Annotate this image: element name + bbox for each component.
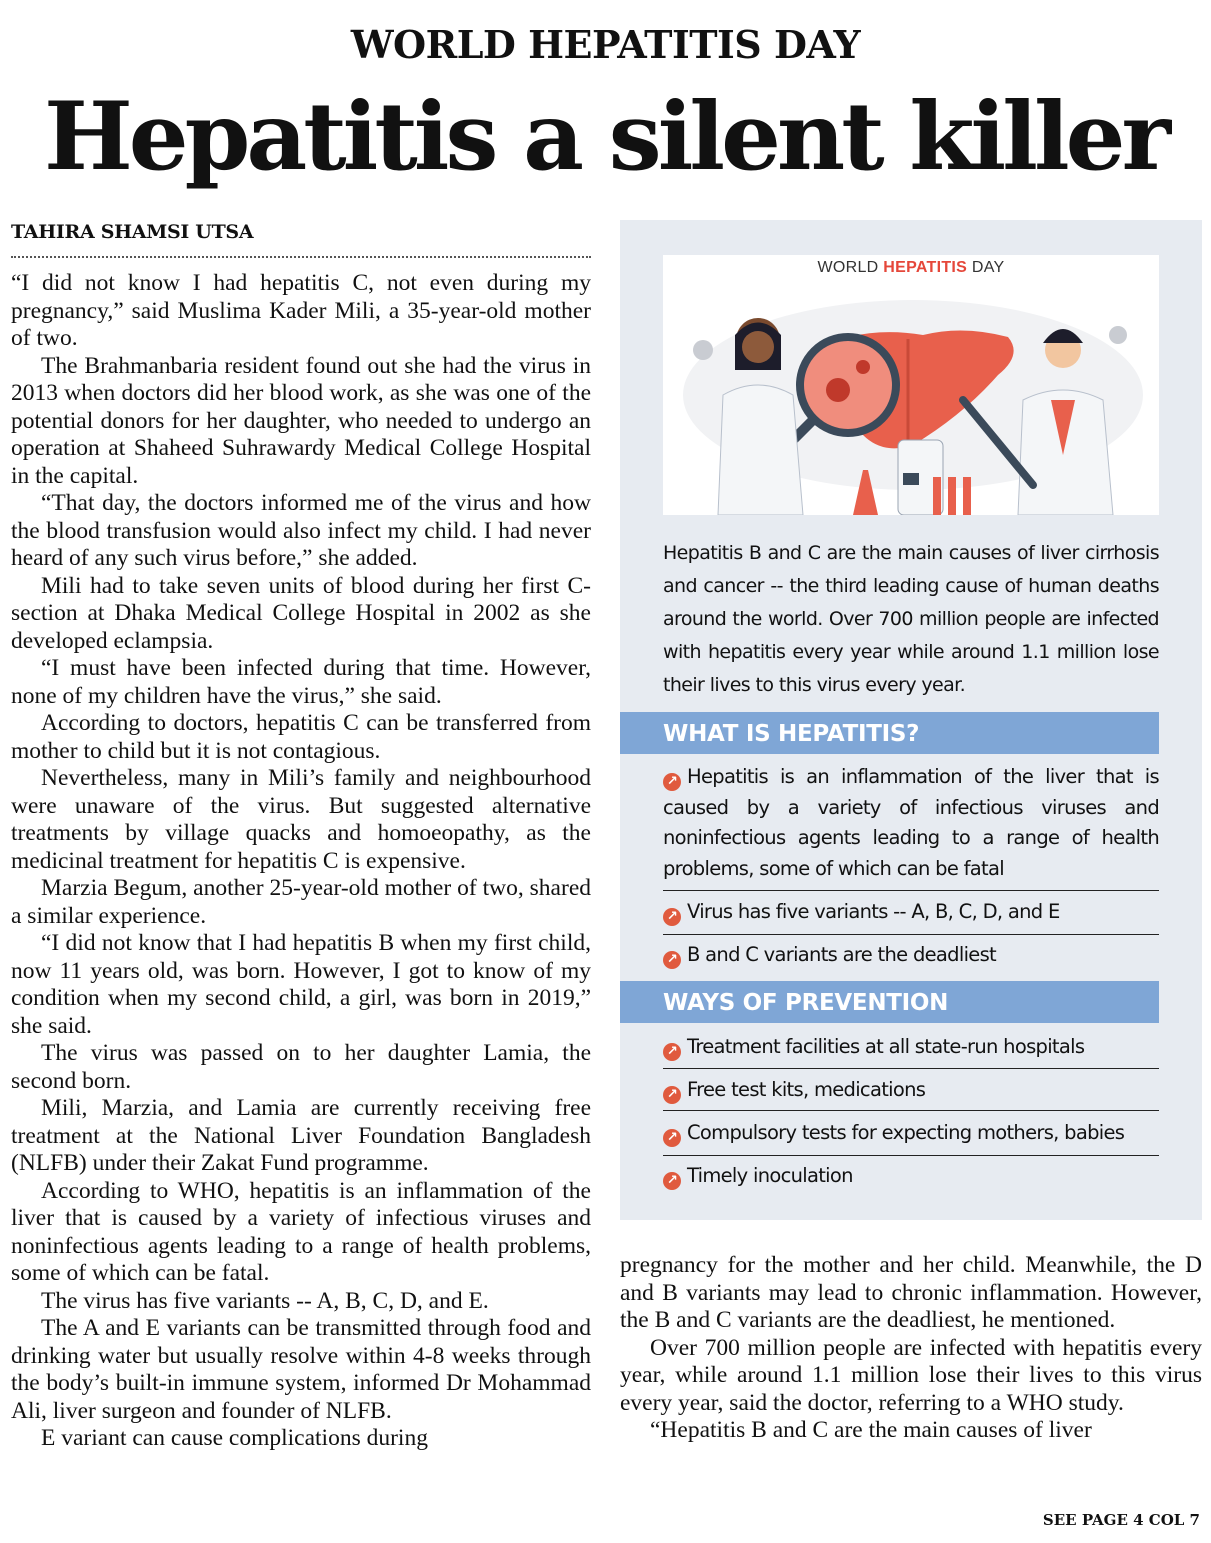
bullet-item: ↗ Hepatitis is an inflammation of the liver that is caused by a variety of infectious viruses and noninfectious agents leading to a range of health problems, some of which can be fatal (663, 765, 1159, 880)
bullet-item: ↗ Virus has five variants -- A, B, C, D, and E (663, 897, 1159, 928)
doctors-liver-illustration (663, 255, 1159, 515)
paragraph: The virus was passed on to her daughter Lamia, the second born. (11, 1040, 591, 1094)
article-column-left (11, 270, 591, 1453)
paragraph: According to WHO, hepatitis is an inflammation of the liver that is caused by a variety of infectious viruses and noninfectious agents leading to a range of health problems, some of which can be fatal. (11, 1177, 591, 1286)
headline: Hepatitis a silent killer (43, 82, 1167, 192)
paragraph: Mili, Marzia, and Lamia are currently receiving free treatment at the National Liver Foundation Bangladesh (NLFB) under their Zakat Fund programme. (11, 1095, 591, 1176)
paragraph: E variant can cause complications during (41, 1425, 428, 1451)
summary-text: Hepatitis B and C are the main causes of liver cirrhosis and cancer -- the third leading cause of human deaths around the world. Over 700 million people are infected with hepatitis every year while around 1.1 million lose their lives to this virus every year. (663, 542, 1159, 696)
bullet-item: ↗ Timely inoculation (663, 1161, 1159, 1192)
arrow-icon: ↗ (663, 1043, 681, 1061)
divider (663, 934, 1159, 935)
paragraph: Over 700 million people are infected with hepatitis every year, while around 1.1 million lose their lives to this virus every year, said the doctor, referring to a WHO study. (620, 1334, 1202, 1416)
byline-rule (11, 256, 591, 258)
paragraph: The Brahmanbaria resident found out she had the virus in 2013 when doctors did her blood work, as she was one of the potential donors for her daughter, who needed to undergo an operation at Shaheed Suhrawardy Medical College Hospital in the capital. (11, 352, 591, 489)
paragraph: “I did not know that I had hepatitis B when my first child, now 11 years old, was born. However, I got to know of my condition when my second child, a girl, was born in 2019,” she said. (11, 930, 591, 1039)
divider (663, 1068, 1159, 1069)
kicker: WORLD HEPATITIS DAY (350, 22, 861, 67)
article-column-right (620, 1252, 1202, 1445)
illustration-title: WORLD HEPATITIS DAY (817, 259, 1005, 276)
bullet-item: ↗ Free test kits, medications (663, 1075, 1159, 1106)
arrow-icon: ↗ (663, 773, 681, 791)
bullet-item: ↗ B and C variants are the deadliest (663, 940, 1159, 971)
arrow-icon: ↗ (663, 908, 681, 926)
paragraph: Nevertheless, many in Mili’s family and neighbourhood were unaware of the virus. But suggested alternative treatments by village quacks and homoeopathy, as the medicinal treatment for hepatitis C is expensive. (11, 765, 591, 874)
paragraph: According to doctors, hepatitis C can be transferred from mother to child but it is not contagious. (11, 710, 591, 764)
paragraph: pregnancy for the mother and her child. Meanwhile, the D and B variants may lead to chronic inflammation. However, the B and C variants are the deadliest, he mentioned. (620, 1252, 1202, 1333)
arrow-icon: ↗ (663, 1172, 681, 1190)
info-box (620, 220, 1202, 1220)
bullet-item: ↗ Compulsory tests for expecting mothers, babies (663, 1118, 1159, 1149)
see-page-link[interactable]: SEE PAGE 4 COL 7 (1042, 1511, 1200, 1529)
paragraph: “I must have been infected during that time. However, none of my children have the virus,” she said. (11, 655, 591, 709)
divider (663, 1110, 1159, 1111)
divider (663, 1155, 1159, 1156)
paragraph: Mili had to take seven units of blood during her first C-section at Dhaka Medical College Hospital in 2002 as she developed eclampsia. (11, 572, 591, 654)
paragraph: Marzia Begum, another 25-year-old mother of two, shared a similar experience. (11, 875, 591, 929)
byline: TAHIRA SHAMSI UTSA (11, 221, 254, 243)
illustration (663, 255, 1159, 515)
paragraph: The A and E variants can be transmitted through food and drinking water but usually resolve within 4-8 weeks through the body’s built-in immune system, informed Dr Mohammad Ali, liver surgeon and founder of NLFB. (11, 1315, 591, 1424)
arrow-icon: ↗ (663, 1086, 681, 1104)
paragraph: The virus has five variants -- A, B, C, D, and E. (41, 1287, 489, 1314)
arrow-icon: ↗ (663, 1129, 681, 1147)
paragraph: “I did not know I had hepatitis C, not even during my pregnancy,” said Muslima Kader Mili, a 35-year-old mother of two. (11, 270, 591, 351)
arrow-icon: ↗ (663, 951, 681, 969)
paragraph: “That day, the doctors informed me of the virus and how the blood transfusion would also infect my child. I had never heard of any such virus before,” she added. (11, 490, 591, 571)
paragraph: “Hepatitis B and C are the main causes of liver (650, 1417, 1092, 1443)
section-what-is-hepatitis: WHAT IS HEPATITIS? (620, 712, 1159, 754)
section-ways-of-prevention: WAYS OF PREVENTION (620, 981, 1159, 1023)
bullet-item: ↗ Treatment facilities at all state-run hospitals (663, 1032, 1159, 1063)
divider (663, 890, 1159, 891)
